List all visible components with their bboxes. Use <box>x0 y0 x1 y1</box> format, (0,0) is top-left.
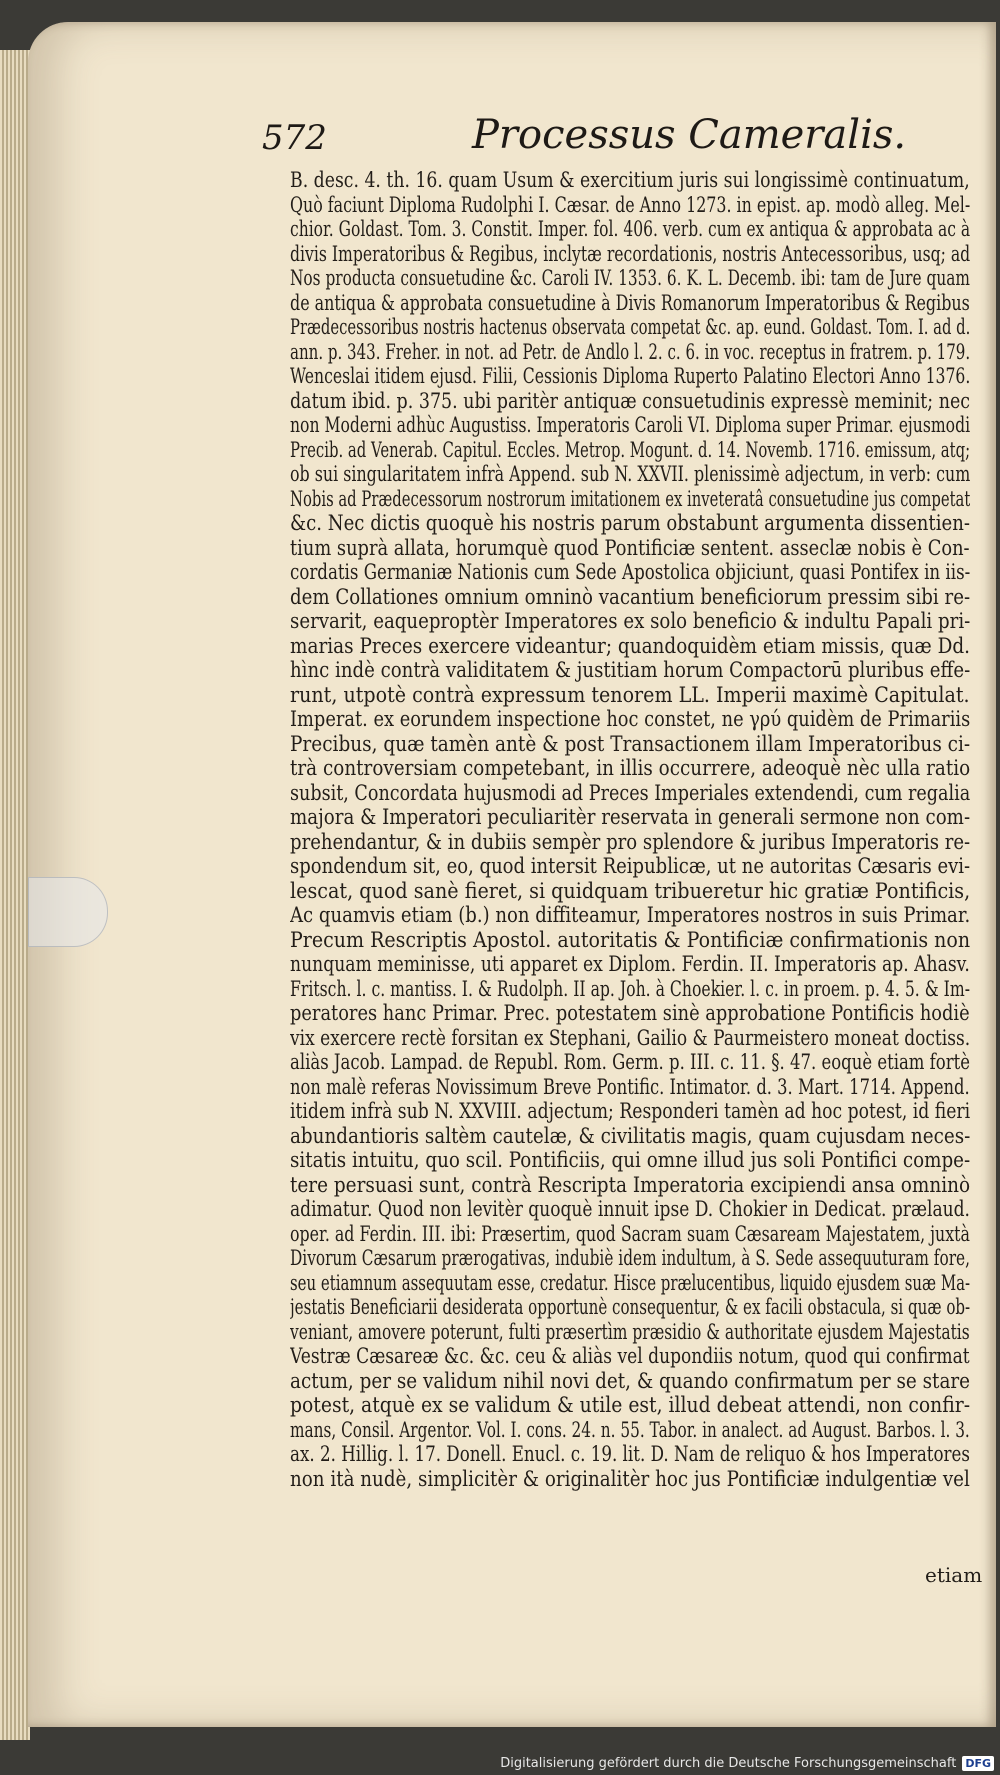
text-line: nunquam meminisse, uti apparet ex Diplom. Ferdin. II. Imperatoris ap. Ahasv. <box>290 952 970 976</box>
text-line: oper. ad Ferdin. III. ibi: Præsertim, quod Sacram suam Cæsaream Majestatem, juxtà <box>290 1221 970 1246</box>
text-line: peratores hanc Primar. Prec. potestatem sinè approbatione Pontificis hodiè <box>290 1001 970 1025</box>
bookmark-tab <box>28 877 108 947</box>
text-line: jestatis Beneficiarii desiderata opportunè consequentur, & ex facili obstacula, si quæ ob- <box>290 1295 970 1319</box>
text-line: ann. p. 343. Freher. in not. ad Petr. de Andlo l. 2. c. 6. in voc. receptus in fratrem. p. 179. <box>290 339 970 364</box>
text-line: dem Collationes omnium omninò vacantium beneficiorum pressim sibi re- <box>290 584 970 609</box>
text-line: lescat, quod sanè fieret, si quidquam tribueretur hic gratiæ Pontificis, <box>290 878 970 903</box>
text-line: hìnc indè contrà validitatem & justitiam horum Compactorū pluribus effe- <box>290 658 970 682</box>
text-line: Wenceslai itidem ejusd. Filii, Cessionis Diploma Ruperto Palatino Electori Anno 1376. <box>290 364 970 388</box>
text-line: non Moderni adhùc Augustiss. Imperatoris Caroli VI. Diploma super Primar. ejusmodi <box>290 413 970 437</box>
text-line: vix exercere rectè forsitan ex Stephani, Gailio & Paurmeistero moneat doctiss. <box>290 1025 970 1050</box>
text-line: prehendantur, & in dubiis sempèr pro splendore & juribus Imperatoris re- <box>290 829 970 854</box>
dfg-logo: DFG <box>962 1756 994 1771</box>
text-line: aliàs Jacob. Lampad. de Republ. Rom. Germ. p. III. c. 11. §. 47. eoquè etiam fortè <box>290 1050 970 1074</box>
book-edge <box>0 50 30 1740</box>
text-line: ax. 2. Hillig. l. 17. Donell. Enucl. c. 19. lit. D. Nam de reliquo & hos Imperatores <box>290 1442 970 1466</box>
text-line: Precum Rescriptis Apostol. autoritatis & Pontificiæ confirmationis non <box>290 927 970 952</box>
text-line: de antiqua & approbata consuetudine à Divis Romanorum Imperatoribus & Regibus <box>290 290 970 315</box>
text-line: Quò faciunt Diploma Rudolphi I. Cæsar. de Anno 1273. in epist. ap. modò alleg. Mel- <box>290 192 970 217</box>
text-line: spondendum sit, eo, quod intersit Reipublicæ, ut ne autoritas Cæsaris evi- <box>290 854 970 878</box>
running-head: Processus Cameralis. <box>472 112 907 158</box>
text-line: Prædecessoribus nostris hactenus observata competat &c. ap. eund. Goldast. Tom. I. ad d. <box>290 315 970 339</box>
text-line: veniant, amovere poterunt, fulti præsertìm præsidio & authoritate ejusdem Majestatis <box>290 1319 970 1344</box>
page-number: 572 <box>262 118 327 158</box>
text-line: itidem infrà sub N. XXVIII. adjectum; Responderi tamèn ad hoc potest, id fieri <box>290 1099 970 1123</box>
text-line: Ac quamvis etiam (b.) non diffiteamur, Imperatores nostros in suis Primar. <box>290 903 970 927</box>
footer-text: Digitalisierung gefördert durch die Deutsche Forschungsgemeinschaft <box>500 1756 957 1771</box>
text-line: majora & Imperatori peculiaritèr reservata in generali sermone non com- <box>290 805 970 829</box>
page-header <box>262 112 962 162</box>
text-line: divis Imperatoribus & Regibus, inclytæ recordationis, nostris Antecessoribus, usq; ad <box>290 241 970 266</box>
text-line: Precib. ad Venerab. Capitul. Eccles. Metrop. Mogunt. d. 14. Novemb. 1716. emissum, atq; <box>290 437 970 462</box>
text-line: abundantioris saltèm cautelæ, & civilitatis magis, quam cujusdam neces- <box>290 1123 970 1148</box>
digitization-footer <box>500 1756 994 1771</box>
text-line: B. desc. 4. th. 16. quam Usum & exercitium juris sui longissimè continuatum, <box>290 168 970 192</box>
text-line: seu etiamnum assequutam esse, credatur. Hisce prælucentibus, liquido ejusdem suæ Ma- <box>290 1270 970 1295</box>
text-line: &c. Nec dictis quoquè his nostris parum obstabunt argumenta dissentien- <box>290 511 970 535</box>
text-line: cordatis Germaniæ Nationis cum Sede Apostolica objiciunt, quasi Pontifex in iis- <box>290 560 970 584</box>
text-line: actum, per se validum nihil novi det, & quando confirmatum per se stare <box>290 1368 970 1393</box>
text-line: tium suprà allata, horumquè quod Pontificiæ sentent. asseclæ nobis è Con- <box>290 535 970 560</box>
text-line: Imperat. ex eorundem inspectione hoc constet, ne γρύ quidèm de Primariis <box>290 707 970 731</box>
text-line: sitatis intuitu, quo scil. Pontificiis, qui omne illud jus soli Pontifici compe- <box>290 1148 970 1172</box>
text-line: tere persuasi sunt, contrà Rescripta Imperatoria excipiendi ansa omninò <box>290 1172 970 1197</box>
text-line: Fritsch. l. c. mantiss. I. & Rudolph. II ap. Joh. à Choekier. l. c. in proem. p. 4. 5. & Im- <box>290 976 970 1001</box>
text-line: subsit, Concordata hujusmodi ad Preces Imperiales extendendi, cum regalia <box>290 780 970 805</box>
text-line: non ità nudè, simplicitèr & originalitèr hoc jus Pontificiæ indulgentiæ vel <box>290 1466 970 1491</box>
text-line: adimatur. Quod non levitèr quoquè innuit ipse D. Chokier in Dedicat. prælaud. <box>290 1197 970 1221</box>
catchword: etiam <box>925 1563 983 1587</box>
text-line: Divorum Cæsarum prærogativas, indubiè idem indultum, à S. Sede assequuturam fore, <box>290 1246 970 1270</box>
text-line: Vestræ Cæsareæ &c. &c. ceu & aliàs vel dupondiis notum, quod qui confirmat <box>290 1344 970 1368</box>
text-line: ob sui singularitatem infrà Append. sub N. XXVII. plenissimè adjectum, in verb: cum <box>290 462 970 486</box>
text-line: Nos producta consuetudine &c. Caroli IV. 1353. 6. K. L. Decemb. ibi: tam de Jure quam <box>290 266 970 290</box>
text-line: datum ibid. p. 375. ubi paritèr antiquæ consuetudinis expressè meminit; nec <box>290 388 970 413</box>
text-line: Nobis ad Prædecessorum nostrorum imitationem ex inveteratâ consuetudine jus competat <box>290 486 970 511</box>
body-text <box>290 168 970 1491</box>
text-line: chior. Goldast. Tom. 3. Constit. Imper. fol. 406. verb. cum ex antiqua & approbata ac à <box>290 217 970 241</box>
text-line: non malè referas Novissimum Breve Pontific. Intimator. d. 3. Mart. 1714. Append. <box>290 1074 970 1099</box>
text-line: potest, atquè ex se validum & utile est, illud debeat attendi, non confir- <box>290 1393 970 1417</box>
text-line: servarit, eaqueproptèr Imperatores ex solo beneficio & indultu Papali pri- <box>290 609 970 633</box>
text-line: Precibus, quæ tamèn antè & post Transactionem illam Imperatoribus ci- <box>290 731 970 756</box>
text-line: marias Preces exercere videantur; quandoquidèm etiam missis, quæ Dd. <box>290 633 970 658</box>
text-line: runt, utpotè contrà expressum tenorem LL. Imperii maximè Capitulat. <box>290 682 970 707</box>
text-line: mans, Consil. Argentor. Vol. I. cons. 24. n. 55. Tabor. in analect. ad August. Barbos. l. 3. <box>290 1417 970 1442</box>
text-line: trà controversiam competebant, in illis occurrere, adeoquè nèc ulla ratio <box>290 756 970 780</box>
